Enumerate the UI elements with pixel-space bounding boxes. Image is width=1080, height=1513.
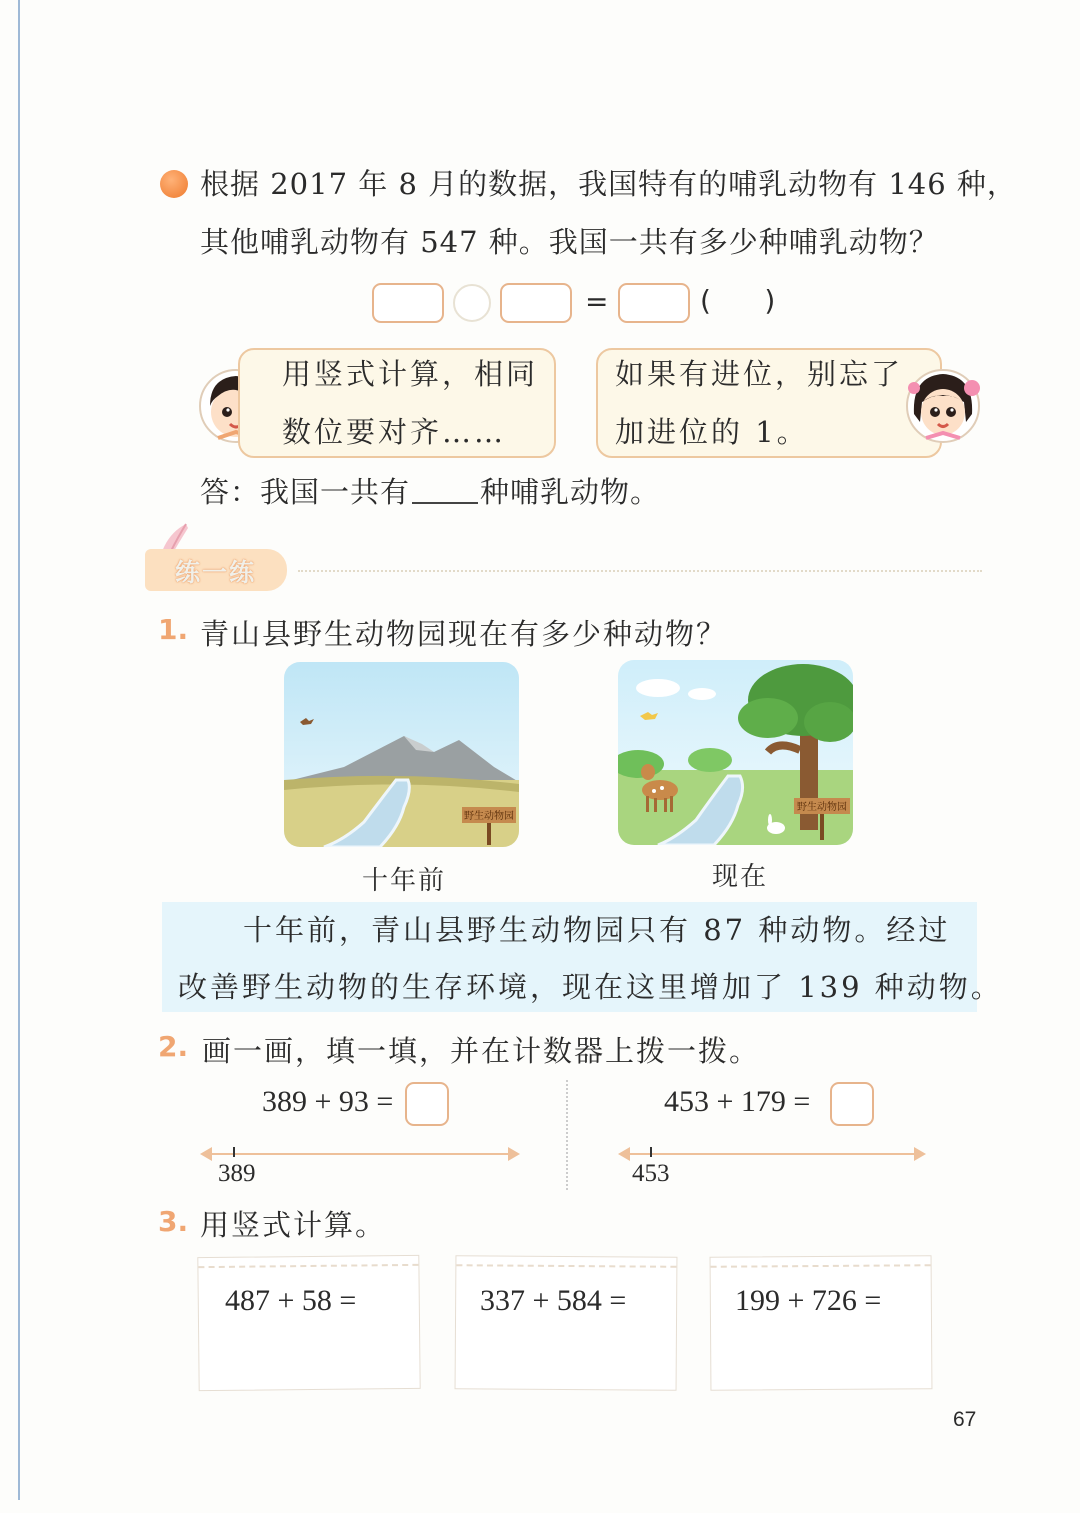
caption-ten-years-ago: 十年前 [362,866,447,896]
problem-line-1: 根据 2017 年 8 月的数据，我国特有的哺乳动物有 146 种， [200,167,1017,201]
q2-left-answer-box[interactable] [405,1082,449,1126]
unit-parentheses[interactable]: ( ) [700,284,776,317]
problem-bullet-icon [160,170,188,198]
girl-bubble-line-2: 加进位的 1。 [615,415,809,449]
equation-box-2[interactable] [500,283,572,323]
story-line-1: 十年前，青山县野生动物园只有 87 种动物。经过 [243,913,951,947]
q3-card-3[interactable] [710,1255,933,1391]
picture-ten-years-ago [284,662,519,847]
problem-line-2: 其他哺乳动物有 547 种。我国一共有多少种哺乳动物？ [200,225,939,259]
story-line-2: 改善野生动物的生存环境，现在这里增加了 139 种动物。 [178,970,1003,1004]
q3-expression-1: 487 + 58 = [225,1284,357,1317]
card-tear-edge [711,1256,931,1268]
q2-right-start-label: 453 [632,1160,670,1187]
zoo-sign-label-before: 野生动物园 [464,811,514,822]
q3-card-1[interactable] [197,1255,420,1391]
caption-now: 现在 [712,862,769,892]
q2-left-expression: 389 + 93 = [262,1085,394,1118]
q2-right-number-line[interactable] [626,1153,916,1155]
q3-text: 用竖式计算。 [200,1208,387,1242]
q2-left-arrow-left-icon [200,1147,212,1161]
q3-expression-3: 199 + 726 = [735,1284,882,1317]
equation-box-1[interactable] [372,283,444,323]
girl-avatar-icon [902,362,984,446]
q2-divider [566,1080,568,1190]
picture-now [618,660,853,845]
answer-blank[interactable] [412,468,478,504]
zoo-sign-label-now: 野生动物园 [797,802,847,813]
card-tear-edge [456,1256,676,1268]
answer-prefix: 答：我国一共有 [200,475,411,509]
boy-bubble-line-1: 用竖式计算，相同 [282,357,539,391]
girl-bubble-line-1: 如果有进位，别忘了 [615,357,904,391]
equals-sign: = [585,285,609,318]
answer-line [200,463,660,521]
q1-number: 1. [158,613,189,646]
card-tear-edge [198,1256,418,1268]
q2-right-tick [650,1147,652,1157]
practice-banner-label: 练一练 [175,558,257,587]
book-spine [18,0,20,1500]
banner-divider [298,570,982,572]
q2-right-answer-box[interactable] [830,1082,874,1126]
operator-circle[interactable] [453,284,491,322]
q3-expression-2: 337 + 584 = [480,1284,627,1317]
q3-card-2[interactable] [455,1255,678,1391]
page-number: 67 [953,1408,977,1431]
boy-bubble-line-2: 数位要对齐…… [282,415,507,449]
answer-suffix: 种哺乳动物。 [480,475,661,509]
q2-left-number-line[interactable] [208,1153,508,1155]
q2-left-tick [233,1147,235,1157]
q2-left-arrow-right-icon [508,1147,520,1161]
q1-text: 青山县野生动物园现在有多少种动物？ [200,617,728,651]
q2-right-expression: 453 + 179 = [664,1085,811,1118]
q2-text: 画一画，填一填，并在计数器上拨一拨。 [202,1034,761,1068]
q2-right-arrow-left-icon [618,1147,630,1161]
equation-result-box[interactable] [618,283,690,323]
q2-left-start-label: 389 [218,1160,256,1187]
q3-number: 3. [158,1205,189,1238]
q2-right-arrow-right-icon [914,1147,926,1161]
q2-number: 2. [158,1030,189,1063]
